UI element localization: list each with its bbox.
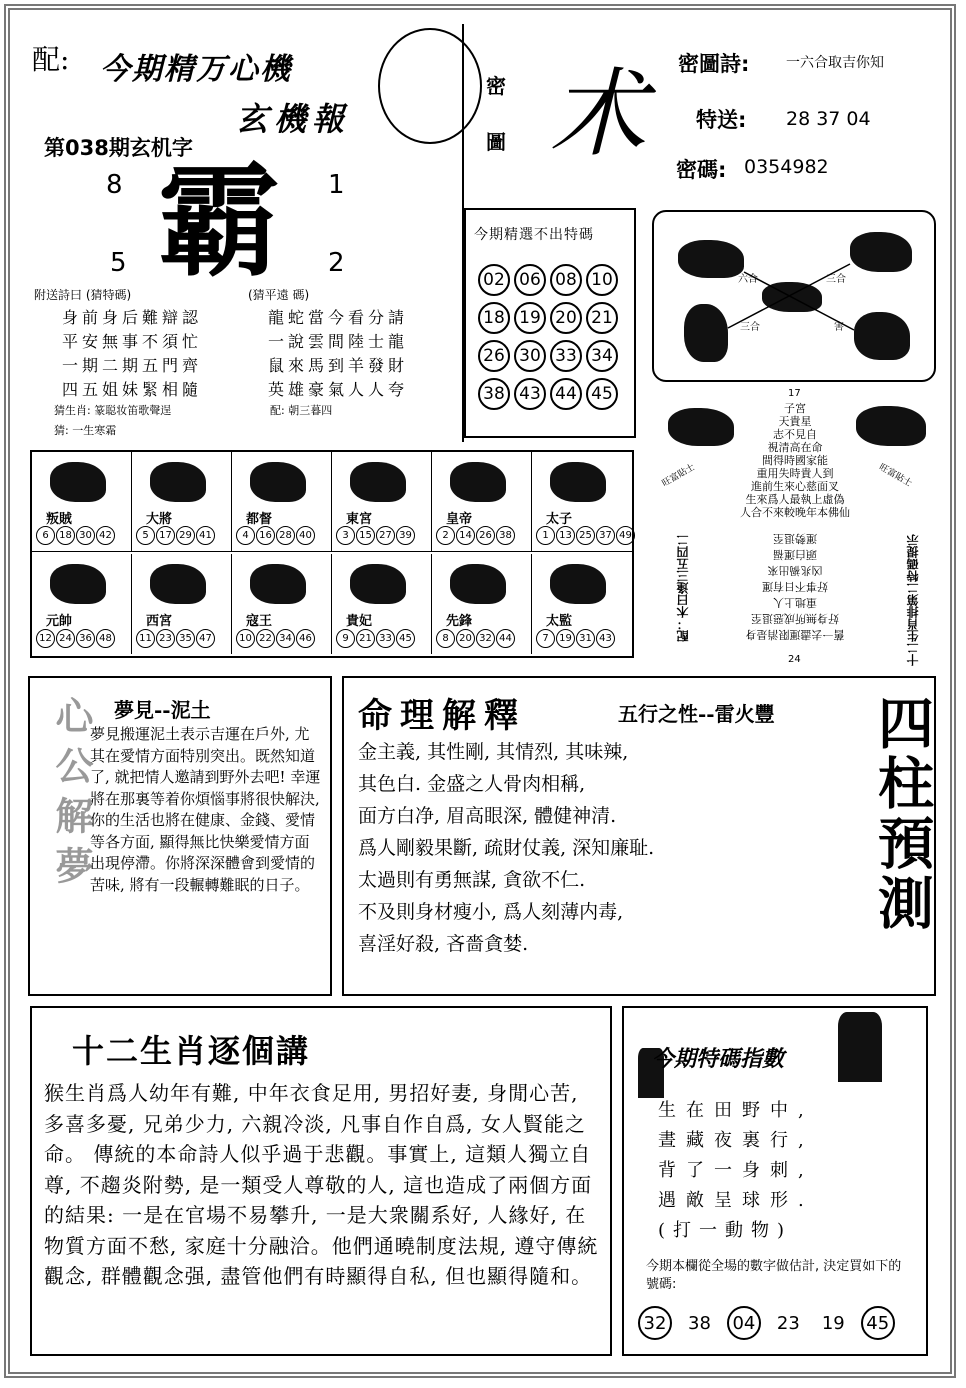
riddle-line: 背了一身刺, [658,1160,814,1181]
note-match: 配: 朝三暮四 [270,404,333,417]
zodiac-number: 40 [296,526,315,545]
zodiac-number: 11 [136,629,155,648]
zodiac-number: 6 [36,526,55,545]
zodiac-numbers [436,523,516,545]
poem-right [268,306,408,402]
zodiac-cell [232,554,332,654]
circle-poem-line: 凶兆禍出來 [767,564,823,577]
code-label: 密碼: [676,158,727,182]
fortune-line: 面方白净, 眉高眼深, 體健神清. [358,805,617,827]
poem-line: 平安無事不須忙 [62,332,203,351]
relation-panel [652,210,936,382]
index-note: 今期本欄從全場的數字做估計, 決定買如下的號碼: [646,1259,902,1292]
rooster-icon [350,564,406,604]
zodiac-cell [532,452,632,552]
zodiac-number: 21 [356,629,375,648]
zodiac-number: 45 [396,629,415,648]
selected-number: 18 [478,302,510,334]
selected-number: 30 [514,340,546,372]
zodiac-number: 4 [236,526,255,545]
zodiac-role: 寇王 [246,614,273,629]
relation-label: 六合 [738,274,758,285]
zodiac-number: 33 [376,629,395,648]
secret-drawing: 术 [550,58,646,170]
selected-grid [478,264,628,410]
relation-label: 害 [834,322,844,333]
zodiac-number: 46 [296,629,315,648]
poem-left-header: 附送詩曰 (猜特碼) [34,288,132,302]
poem-line: 四五姐妹緊相隨 [62,380,203,399]
zodiac-number: 14 [456,526,475,545]
selected-number: 33 [550,340,582,372]
circle-poem-line: 進前生來心慈面叉 [751,480,839,493]
zodiac-number: 30 [76,526,95,545]
circle-poem-line: 重用失時貴人到 [756,467,834,480]
corner-number: 1 [328,170,345,200]
fortune-line: 太過則有勇無謀, 貪欲不仁. [358,869,586,891]
fortune-side-title: 四柱預測 [869,694,935,934]
dream-panel [28,676,332,996]
side-note-right: 十二生肖排第二特碼提示 [906,534,920,666]
relation-label: 三合 [826,274,846,285]
selected-number: 38 [478,378,510,410]
zodiac-number: 7 [536,629,555,648]
zodiac-number: 24 [56,629,75,648]
tag-left: 旺富貼士 [660,462,697,490]
poem-line: 一期二期五門齊 [62,356,203,375]
zodiac-cell [32,554,132,654]
index-riddle [658,1096,814,1246]
code-value: 0354982 [744,156,829,178]
zodiac-number: 42 [96,526,115,545]
circle-poem-line: 好事不日有運 [762,580,828,593]
fortune-line: 爲人剛毅果斷, 疏財仗義, 深知廉耻. [358,837,655,859]
zodiac-number: 17 [156,526,175,545]
corner-number: 5 [110,248,127,278]
rabbit-icon [350,462,406,502]
zodiac-number: 22 [256,629,275,648]
dog-icon [450,564,506,604]
fortune-line: 不及則身材瘦小, 爲人刻薄内毒, [358,901,624,923]
selected-number: 08 [550,264,582,296]
circle-poem-line: 子宮 [784,402,806,415]
zodiac-number: 35 [176,629,195,648]
header-panel [26,24,462,442]
zodiac-grid [30,450,634,658]
zodiac-cell [32,452,132,552]
dragon-icon [450,462,506,502]
zodiac-number: 20 [456,629,475,648]
zodiac-numbers [36,626,116,648]
zodiac-number: 44 [496,629,515,648]
header-prefix: 配: [32,43,70,76]
goat-icon [150,564,206,604]
tag-right: 旺富貼士 [877,462,914,490]
zodiac-role: 貴妃 [346,614,373,629]
circle-poem-top [650,402,940,519]
issue-label: 第038期玄机字 [44,136,193,160]
zodiac-number: 3 [336,526,355,545]
zodiac-number: 2 [436,526,455,545]
zodiac-number: 19 [556,629,575,648]
index-number: 19 [821,1312,845,1334]
index-number: 04 [727,1306,761,1340]
selected-number: 02 [478,264,510,296]
zodiac-number: 26 [476,526,495,545]
zodiac-number: 31 [576,629,595,648]
zodiac-number: 13 [556,526,575,545]
zodiac-role: 先鋒 [446,614,473,629]
fortune-line: 其色白. 金盛之人骨肉相稱, [358,773,586,795]
dream-title: 夢見--泥土 [114,698,211,722]
zodiac-number: 28 [276,526,295,545]
note-guess-zodiac: 猜生肖: 篆聪妆笛歌聲逞 [54,404,172,417]
circle-poem-line: 頭白運福 [773,548,817,561]
zodiac-number: 29 [176,526,195,545]
selected-number: 45 [586,378,618,410]
zodiac-numbers [336,523,416,545]
big-character: 霸 [158,149,280,293]
zodiac-role: 皇帝 [446,512,473,527]
zodiac-cell [532,554,632,654]
dream-body: 夢見搬運泥土表示吉運在戶外, 尤其在愛情方面特別突出。既然知道了, 就把情人邀請到野外去吧! 幸運將在那裏等着你煩惱事將很快解決, 你的生活也將在健康、金錢、愛情等各方面, 顯得無比快樂愛情方面出現停滯。你將深深體會到愛情的苦味, 將有一段輾轉難眠的日子。 [90,725,321,894]
circle-poem-line: 志不見自 [773,428,817,441]
zodiac-role: 都督 [246,512,273,527]
fortune-subtitle: 五行之性--雷火豐 [618,702,775,726]
corner-number: 2 [328,248,345,278]
index-number: 23 [776,1312,800,1334]
selected-number: 10 [586,264,618,296]
fortune-line: 喜淫好殺, 吝嗇貪婪. [358,933,529,955]
zodiac-number: 48 [96,629,115,648]
rat-icon [50,462,106,502]
selected-panel [464,208,636,438]
index-panel [622,1006,928,1356]
zodiac-numbers [236,626,316,648]
poem-left [62,306,202,402]
zodiac-number: 43 [596,629,615,648]
poem-line: 英雄豪氣人人夸 [268,380,409,399]
selected-number: 20 [550,302,582,334]
relation-label: 三合 [740,322,760,333]
fortune-panel [342,676,936,996]
selected-title: 今期精選不出特碼 [474,227,594,243]
zodiac-numbers [136,523,216,545]
secret-label [486,58,506,170]
zodiac-talk-panel [30,1006,612,1356]
secret-label-char: 圖 [486,130,506,154]
index-title: 今期特碼指數 [652,1046,785,1072]
zodiac-number: 38 [496,526,515,545]
zodiac-number: 39 [396,526,415,545]
zodiac-numbers [536,626,616,648]
circle-poem-line: 天貴星 [778,415,812,428]
zodiac-number: 9 [336,629,355,648]
zodiac-number: 49 [616,526,635,545]
selected-number: 06 [514,264,546,296]
zodiac-number: 5 [136,526,155,545]
circle-poem-bottom [650,530,940,642]
selected-number: 21 [586,302,618,334]
zodiac-number: 47 [196,629,215,648]
zodiac-numbers [536,523,636,545]
circle-poem-line: 舊一去盡運限消是身 [745,628,845,641]
zodiac-number: 16 [256,526,275,545]
dream-side-label: 心公解夢 [49,696,94,896]
index-number: 45 [861,1306,895,1340]
ox-icon [150,462,206,502]
fortune-line: 金主義, 其性剛, 其情烈, 其味辣, [358,741,629,763]
zodiac-numbers [436,626,516,648]
poem-line: 龍蛇當今看分請 [268,308,409,327]
tiger-icon [250,462,306,502]
snake-icon [550,462,606,502]
zodiac-cell [132,452,232,552]
note-guess: 猜: 一生寒霜 [54,424,117,437]
zodiac-cell [332,554,432,654]
circle-poem-line: 間得時國家能 [762,454,828,467]
header-title: 今期精万心機 [100,52,292,87]
riddle-line: 晝藏夜裏行, [658,1130,814,1151]
zodiac-number: 36 [76,629,95,648]
monkey-icon [250,564,306,604]
pig-icon [550,564,606,604]
zodiac-role: 叛賊 [46,512,73,527]
circle-poem-line: 生來爲人最執上虛偽 [745,493,845,506]
zodiac-cell [432,452,532,552]
zodiac-number: 25 [576,526,595,545]
zodiac-number: 8 [436,629,455,648]
zodiac-numbers [236,523,316,545]
circle-poem-line: 好身無所成惡退至 [751,612,839,625]
circle-poem-line: 視清高在命 [767,441,823,454]
zodiac-numbers [136,626,216,648]
zodiac-cell [232,452,332,552]
zodiac-role: 東宮 [346,512,373,527]
zodiac-cell [432,554,532,654]
zodiac-number: 12 [36,629,55,648]
zodiac-role: 大將 [146,512,173,527]
poem-line: 一說雲間陸士龍 [268,332,409,351]
poem-line: 身前身后難辯認 [62,308,203,327]
secret-label-char: 密 [486,74,506,98]
circle-poem-line: 運勢退至 [773,532,817,545]
zodiac-number: 15 [356,526,375,545]
zodiac-numbers [36,523,116,545]
zodiac-number: 23 [156,629,175,648]
zodiac-number: 34 [276,629,295,648]
zodiac-number: 41 [196,526,215,545]
horse-icon [50,564,106,604]
special-value: 28 37 04 [786,108,871,130]
header-subtitle: 玄機報 [236,100,351,138]
index-number: 32 [638,1306,672,1340]
riddle-line: 遇敵呈球形. [658,1190,814,1211]
zodiac-number: 32 [476,629,495,648]
relation-lines [654,212,938,384]
circle-poem-line: 重地上人 [773,596,817,609]
index-numbers [638,1306,895,1340]
fortune-lines [358,736,654,960]
poem-label: 密圖詩: [678,52,750,76]
selected-number: 19 [514,302,546,334]
circle-top-number: 17 [788,388,801,399]
zodiac-number: 27 [376,526,395,545]
special-label: 特送: [696,108,747,132]
zodiac-role: 西宮 [146,614,173,629]
zodiac-talk-title: 十二生肖逐個講 [72,1032,311,1070]
selected-number: 34 [586,340,618,372]
zodiac-role: 太子 [546,512,573,527]
zodiac-role: 元帥 [46,614,73,629]
selected-number: 43 [514,378,546,410]
poem-text: 一六合取吉你知 [786,55,884,71]
zodiac-talk-body: 猴生肖爲人幼年有難, 中年衣食足用, 男招好妻, 身閒心苦, 多喜多憂, 兄弟少力, 六親冷淡, 凡事自作自爲, 女人賢能之命。 傳統的本命詩人似乎過于悲觀。事實上, 這類人獨立自尊, 不趨炎附勢, 是一類受人尊敬的人, 這也造成了兩個方面的結果: 一是在官場不易攀升, 一是大衆關系好, 人緣好, 在物質方面不愁, 家庭十分融洽。他們通曉制度法規, 遵守傳統觀念, 群體觀念强, 盡管他們有時顯得自私, 但也顯得隨和。 [44,1081,599,1288]
corner-number: 8 [106,170,123,200]
zodiac-number: 37 [596,526,615,545]
zodiac-number: 18 [56,526,75,545]
selected-number: 44 [550,378,582,410]
zodiac-cell [132,554,232,654]
zodiac-cell [332,452,432,552]
zodiac-numbers [336,626,416,648]
circle-poem [650,384,940,674]
index-number: 38 [688,1312,711,1334]
grass-right-icon [838,1012,882,1082]
riddle-hint: (打一動物) [658,1220,793,1241]
poem-line: 鼠來馬到羊發財 [268,356,409,375]
zodiac-number: 1 [536,526,555,545]
fortune-title: 命理解釋 [358,696,526,736]
side-note-left: 配：木曰逢三五四二 [676,534,690,642]
poem-right-header: (猜平遠 碼) [248,288,310,302]
selected-number: 26 [478,340,510,372]
zodiac-number: 10 [236,629,255,648]
circle-poem-line: 人合不來較晚年本佛仙 [740,506,850,519]
riddle-line: 生在田野中, [658,1100,814,1121]
circle-bottom-number: 24 [788,654,801,665]
zodiac-role: 太監 [546,614,573,629]
header-arc [378,28,482,144]
